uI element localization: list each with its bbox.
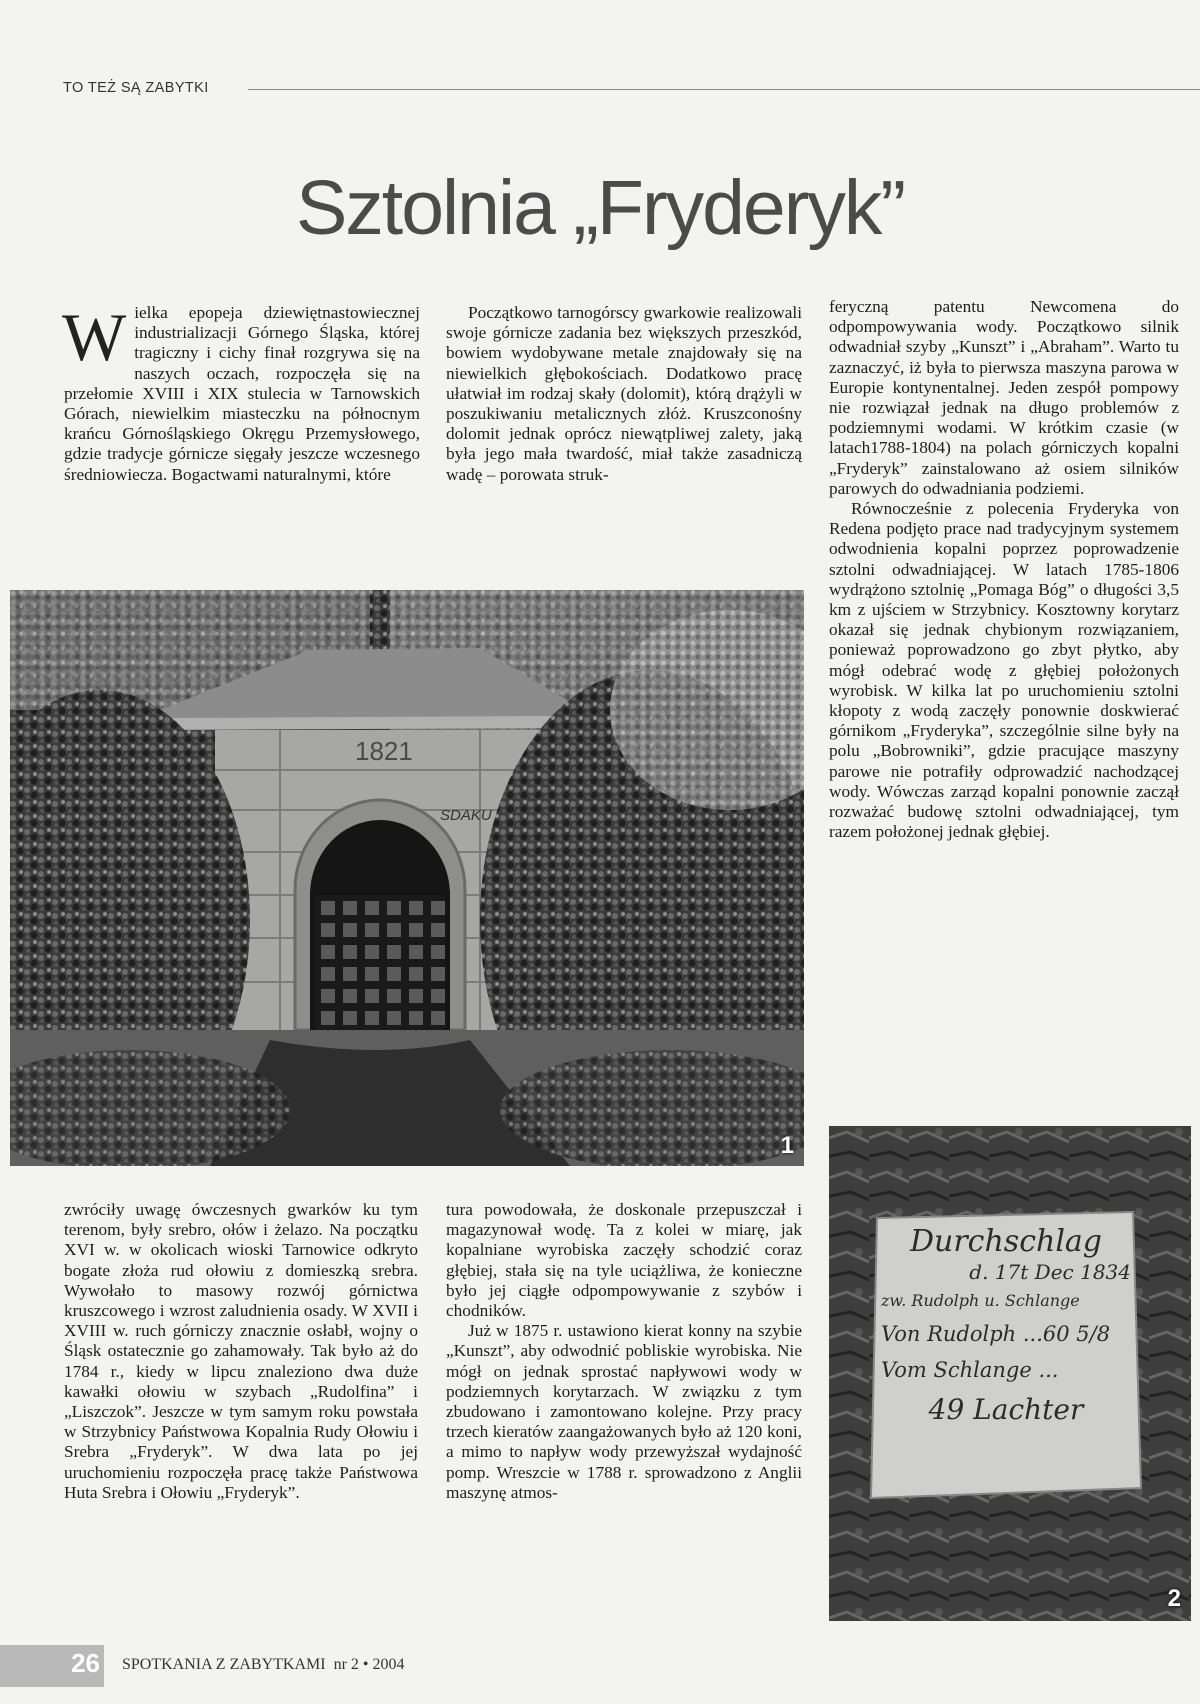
paragraph: zwróciły uwagę ówczesnych gwarków ku tym terenom, były srebro, ołów i żelazo. Na początku XVI w. w okolicach wioski Tarnowice odkryto bogate złoża rud ołowiu z domieszką srebra. Wywołało to masowy rozwój górnictwa kruszcowego i wzrost zaludnienia osady. W XVII i XVIII w. ruch górniczy znacznie osłabł, wojny o Śląsk ostatecznie go zahamowały. Tak było aż do 1784 r., kiedy w lipcu znaleziono dwa duże kawałki ołowiu w szybach „Rudolfina” i „Liszczok”. Jeszcze w tym samym roku powstała w Strzybnicy Państwowa Kopalnia Rudy Ołowiu i Srebra „Fryderyk”. W dwa lata po jej uruchomieniu rozpoczęła pracę także Państwowa Huta Srebra i Ołowiu „Fryderyk”.	[64, 1200, 418, 1502]
plaque-line: 49 Lachter	[928, 1393, 1084, 1427]
photo-stone-plaque	[829, 1126, 1191, 1621]
plaque-line: d. 17t Dec 1834	[969, 1259, 1131, 1284]
column-3	[829, 297, 1179, 842]
section-label: TO TEŻ SĄ ZABYTKI	[63, 80, 209, 96]
plaque-line: zw. Rudolph u. Schlange	[881, 1290, 1080, 1310]
paragraph: Początkowo tarnogórscy gwarkowie realizowali swoje górnicze zadania bez większych przeszkód, bowiem wydobywane metale znajdowały się na niewielkich głębokościach. Dodatkowo pracę ułatwiał im rodzaj skały (dolomit), którą drążyli w poszukiwaniu metalicznych złóż. Kruszconośny dolomit jednak oprócz niewątpliwej zalety, jaką była jego mała twardość, miał także zasadniczą wadę – porowata struk-	[446, 303, 802, 484]
page-number: 26	[71, 1648, 100, 1678]
header-rule	[248, 89, 1200, 90]
column-2-top	[446, 303, 802, 485]
drop-cap: W	[62, 299, 127, 375]
plaque-line: Durchschlag	[909, 1224, 1103, 1259]
plaque-inscription	[881, 1226, 1131, 1425]
paragraph: ielka epopeja dziewiętnastowiecznej industrializacji Górnego Śląska, której tragiczny i cichy finał rozgrywa się na naszych oczach, rozpoczęła się na przełomie XVIII i XIX stulecia w Tarnowskich Górach, niewielkim miasteczku na północnym krańcu Górnośląskiego Okręgu Przemysłowego, gdzie tradycje górnicze sięgały jeszcze wczesnego średniowiecza. Bogactwami naturalnymi, które	[64, 303, 420, 484]
footer-publication	[122, 1656, 405, 1674]
column-1-top	[62, 299, 420, 485]
photo-adit-portal	[10, 590, 804, 1166]
photo-number: 2	[1167, 1585, 1181, 1612]
paragraph: tura powodowała, że doskonale przepuszczał i magazynował wodę. Ta z kolei w miarę, jak kopalniane wyrobiska zaczęły schodzić coraz głębiej, stała się na tyle uciążliwa, że konieczne było jej ciągłe odpompowywanie z szybów i chodników.	[446, 1200, 802, 1321]
article-title: Sztolnia „Fryderyk”	[295, 165, 905, 251]
portal-year-inscription: 1821	[355, 736, 413, 766]
publication-name: SPOTKANIA Z ZABYTKAMI	[122, 1656, 326, 1673]
column-1-bottom	[64, 1200, 418, 1503]
adit-portal-illustration	[10, 590, 804, 1166]
photo-number: 1	[780, 1132, 794, 1159]
plaque-line: Von Rudolph ...60 5/8	[881, 1322, 1111, 1347]
column-2-bottom	[446, 1200, 802, 1503]
issue-label: nr 2 • 2004	[333, 1656, 405, 1673]
paragraph: feryczną patentu Newcomena do odpompowywania wody. Początkowo silnik odwadniał szyby „Kunszt” i „Abraham”. Warto tu zaznaczyć, iż była to pierwsza maszyna parowa w Europie kontynentalnej. Jeden zespół pompowy nie rozwiązał jednak na długo problemów z podziemnymi wodami. W krótkim czasie (w latach1788-1804) na polach górniczych kopalni „Fryderyk” zainstalowano aż osiem silników parowych do odwadniania podziemi.	[829, 297, 1179, 498]
plaque-line: Vom Schlange ...	[881, 1358, 1059, 1383]
graffiti-text: SDAKU	[440, 807, 492, 824]
paragraph: Już w 1875 r. ustawiono kierat konny na szybie „Kunszt”, aby odwodnić pobliskie wyrobiska. Nie mógł on jednak sprostać napływowi wody w podziemnych korytarzach. W związku z tym zbudowano i zamontowano kolejne. Przy pracy trzech kieratów zaangażowanych było aż 120 koni, a mimo to napływ wody przewyższał wydajność pomp. Wreszcie w 1788 r. sprowadzono z Anglii maszynę atmos-	[446, 1321, 802, 1502]
paragraph: Równocześnie z polecenia Fryderyka von Redena podjęto prace nad tradycyjnym systemem odwodnienia kopalni poprzez poprowadzenie sztolni odwadniającej. W latach 1785-1806 wydrążono sztolnię „Pomaga Bóg” o długości 3,5 km z ujściem w Strzybnicy. Kosztowny korytarz okazał się jednak chybionym rozwiązaniem, ponieważ poprowadzono go zbyt płytko, aby mógł odebrać wodę z głębiej położonych wyrobisk. W kilka lat po uruchomieniu sztolni kłopoty z wodą zaczęły ponownie doskwierać górnikom „Fryderyka”, szczególnie silne były na polu „Bobrowniki”, gdzie pracujące maszyny parowe nie potrafiły odprowadzić nachodzącej wody. Wówczas zarząd kopalni ponownie zaczął rozważać budowę sztolni odwadniającej, tym razem położonej jednak głębiej.	[829, 499, 1179, 842]
